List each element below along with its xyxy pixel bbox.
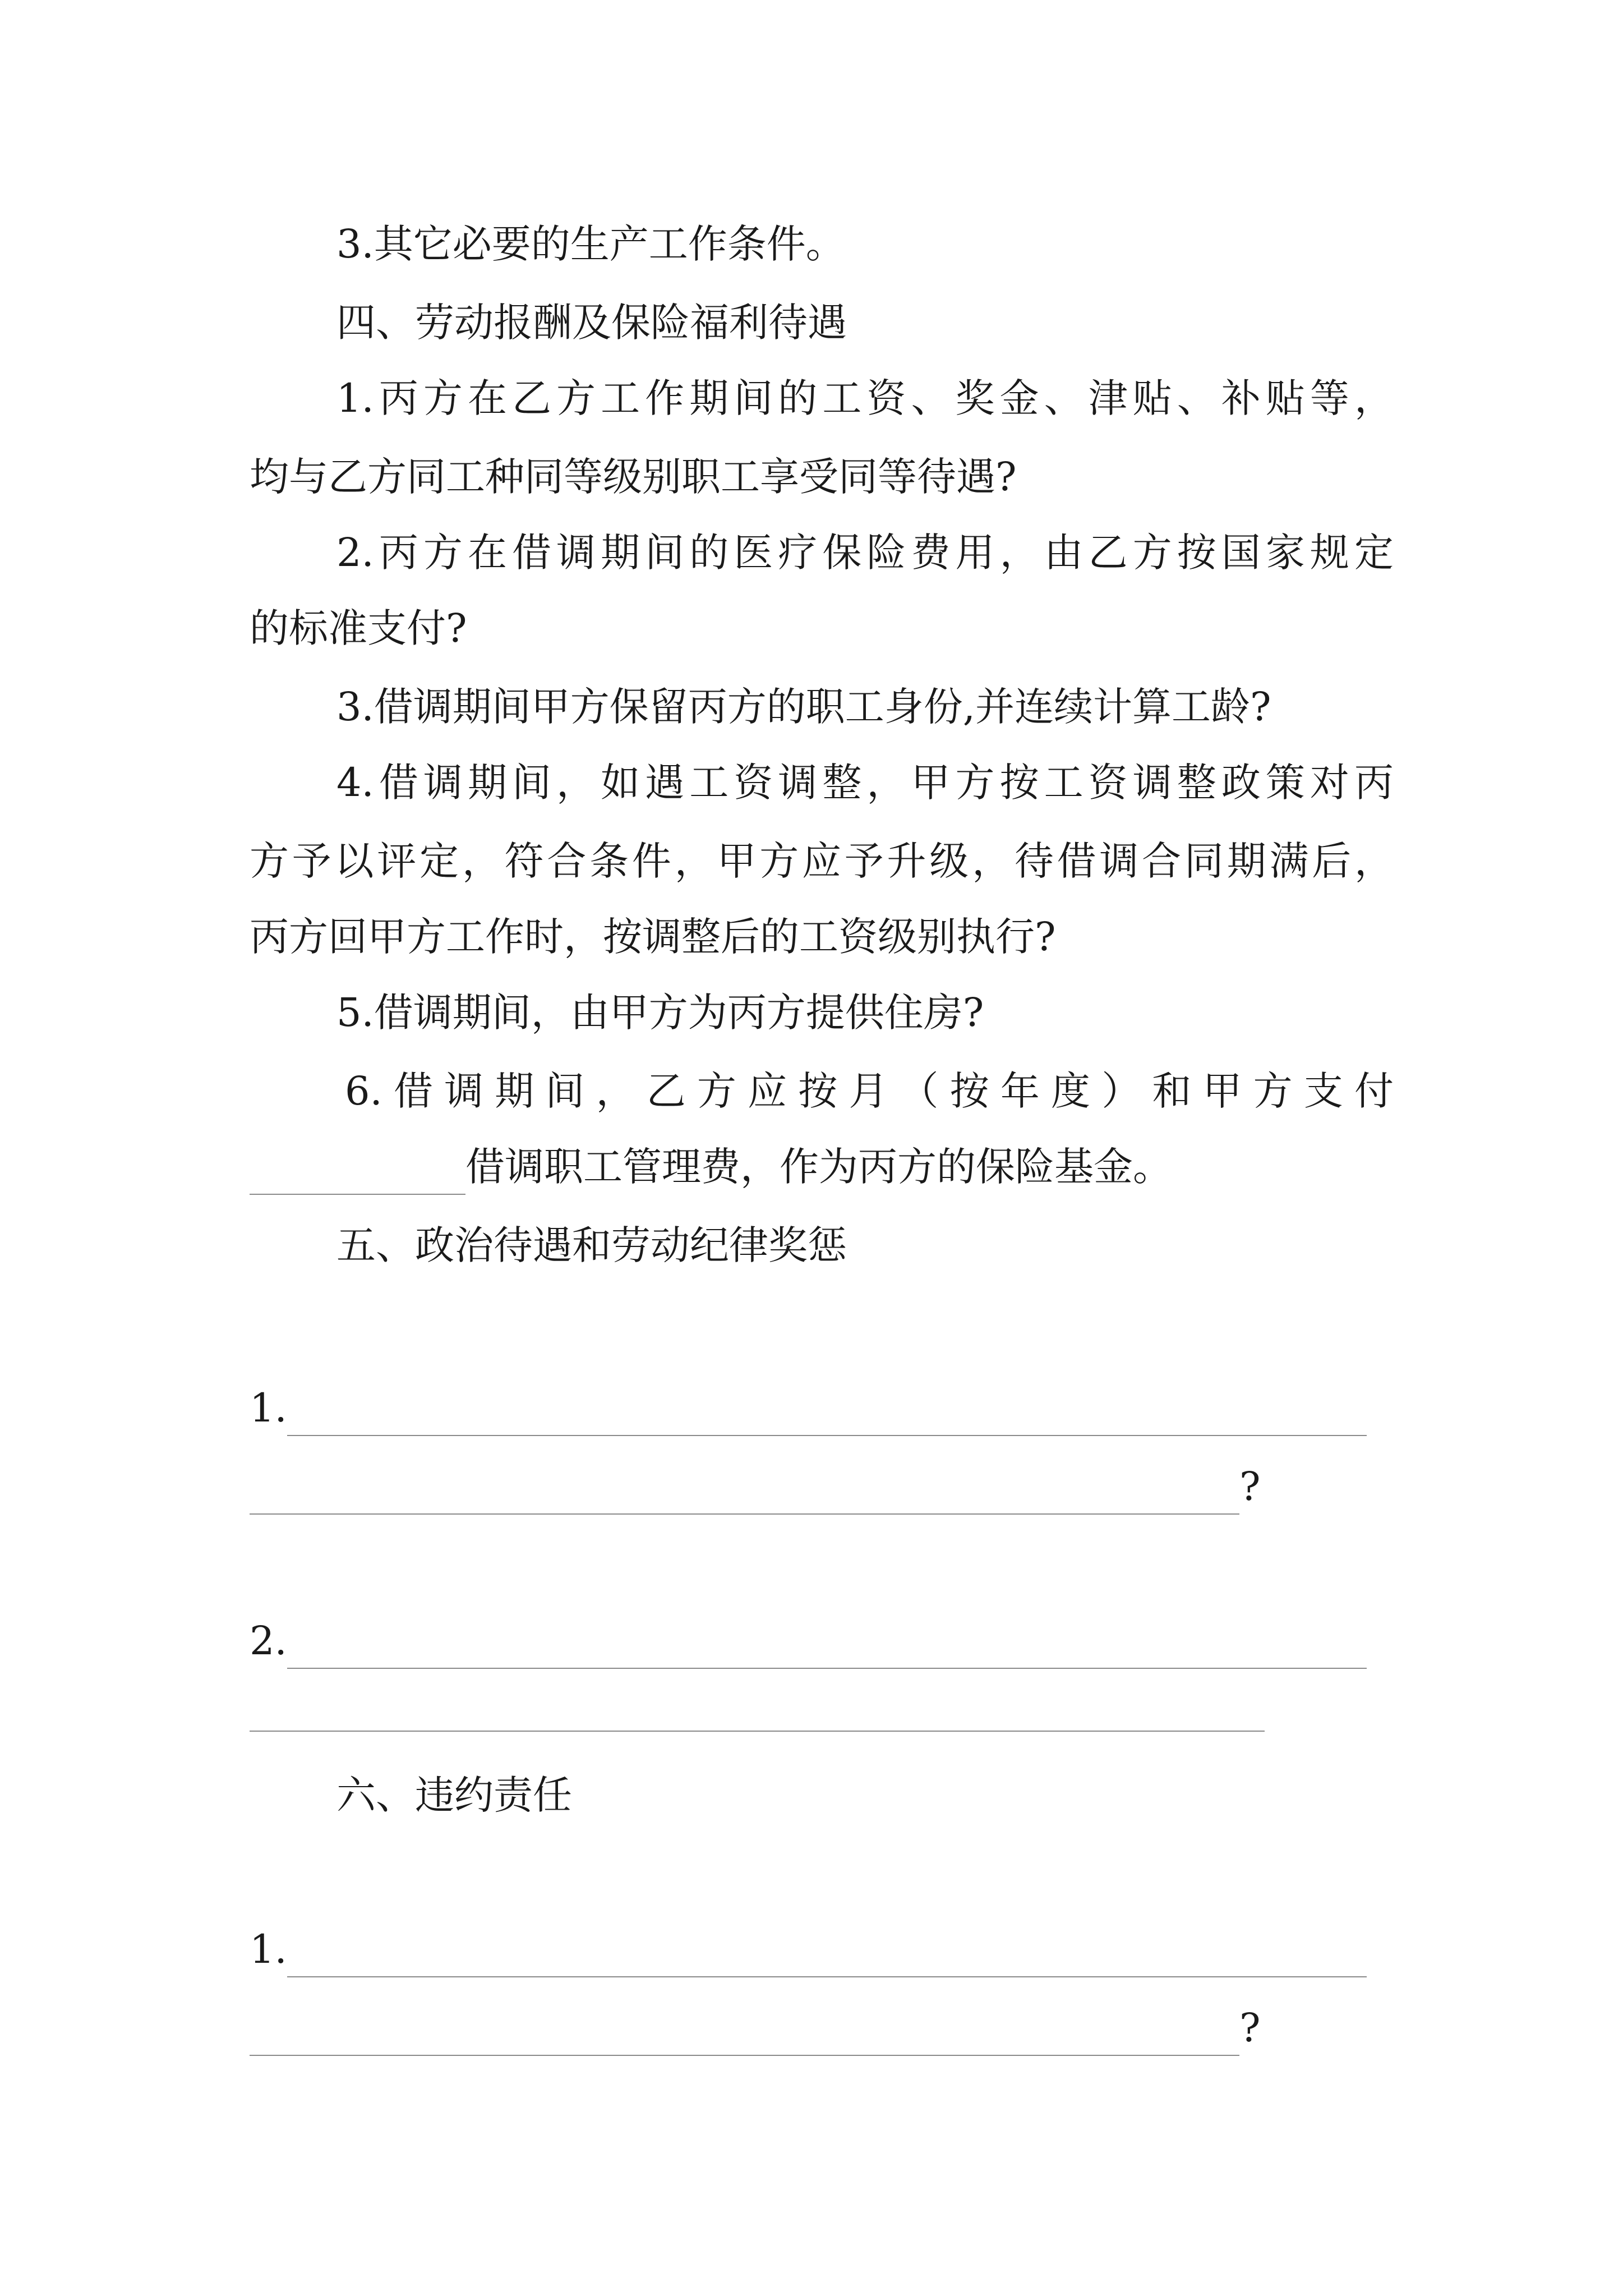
section-4-item-6-line-1: 6.借调期间，乙方应按月（按年度）和甲方支付 <box>345 1068 1394 1114</box>
section-5-item-1-line-2 <box>250 1458 1261 1515</box>
section-4-item-5: 5.借调期间，由甲方为丙方提供住房? <box>336 990 984 1036</box>
section-5-item-1-blank-2[interactable] <box>250 1474 1239 1515</box>
fee-blank[interactable] <box>250 1154 465 1195</box>
section-5-item-2-line-2 <box>250 1691 1265 1732</box>
section-4-item-2-line-1: 2.丙方在借调期间的医疗保险费用，由乙方按国家规定 <box>336 530 1394 576</box>
section-5-item-2-blank-2[interactable] <box>250 1691 1265 1732</box>
section-4-heading: 四、劳动报酬及保险福利待遇 <box>336 300 847 346</box>
section-5-item-2-blank-1[interactable] <box>287 1628 1367 1669</box>
section-6-item-1-line-2 <box>250 2000 1261 2056</box>
section-6-item-1-number: 1. <box>250 1926 287 1972</box>
section-4-item-4-line-1: 4.借调期间，如遇工资调整，甲方按工资调整政策对丙 <box>336 760 1394 806</box>
section-4-item-4-line-3: 丙方回甲方工作时，按调整后的工资级别执行? <box>250 914 1056 960</box>
section-6-item-1-question-mark: ? <box>1239 2005 1261 2051</box>
section-4-item-1-line-1: 1.丙方在乙方工作期间的工资、奖金、津贴、补贴等， <box>336 375 1394 421</box>
section-4-item-6-line-2 <box>250 1139 1172 1195</box>
section-4-item-2-line-2: 的标准支付? <box>250 605 467 651</box>
section-6-item-1-blank-1[interactable] <box>287 1937 1367 1977</box>
section-4-item-3: 3.借调期间甲方保留丙方的职工身份,并连续计算工龄? <box>336 684 1271 730</box>
section-6-item-1-blank-2[interactable] <box>250 2016 1239 2056</box>
fee-text: 借调职工管理费，作为丙方的保险基金。 <box>465 1144 1172 1190</box>
section-6-item-1-line-1 <box>250 1921 1367 1977</box>
section-5-item-1-question-mark: ? <box>1239 1464 1261 1510</box>
section-5-item-2-number: 2. <box>250 1618 287 1664</box>
section-5-item-1-number: 1. <box>250 1385 287 1431</box>
section-4-item-4-line-2: 方予以评定，符合条件，甲方应予升级，待借调合同期满后， <box>250 838 1394 884</box>
section-4-item-1-line-2: 均与乙方同工种同等级别职工享受同等待遇? <box>250 454 1017 500</box>
section-5-item-2-line-1 <box>250 1613 1367 1669</box>
item-3-other-conditions: 3.其它必要的生产工作条件。 <box>336 221 845 267</box>
section-5-item-1-line-1 <box>250 1380 1367 1436</box>
section-5-heading: 五、政治待遇和劳动纪律奖惩 <box>336 1222 847 1268</box>
section-6-heading: 六、违约责任 <box>336 1772 572 1818</box>
section-5-item-1-blank-1[interactable] <box>287 1396 1367 1436</box>
